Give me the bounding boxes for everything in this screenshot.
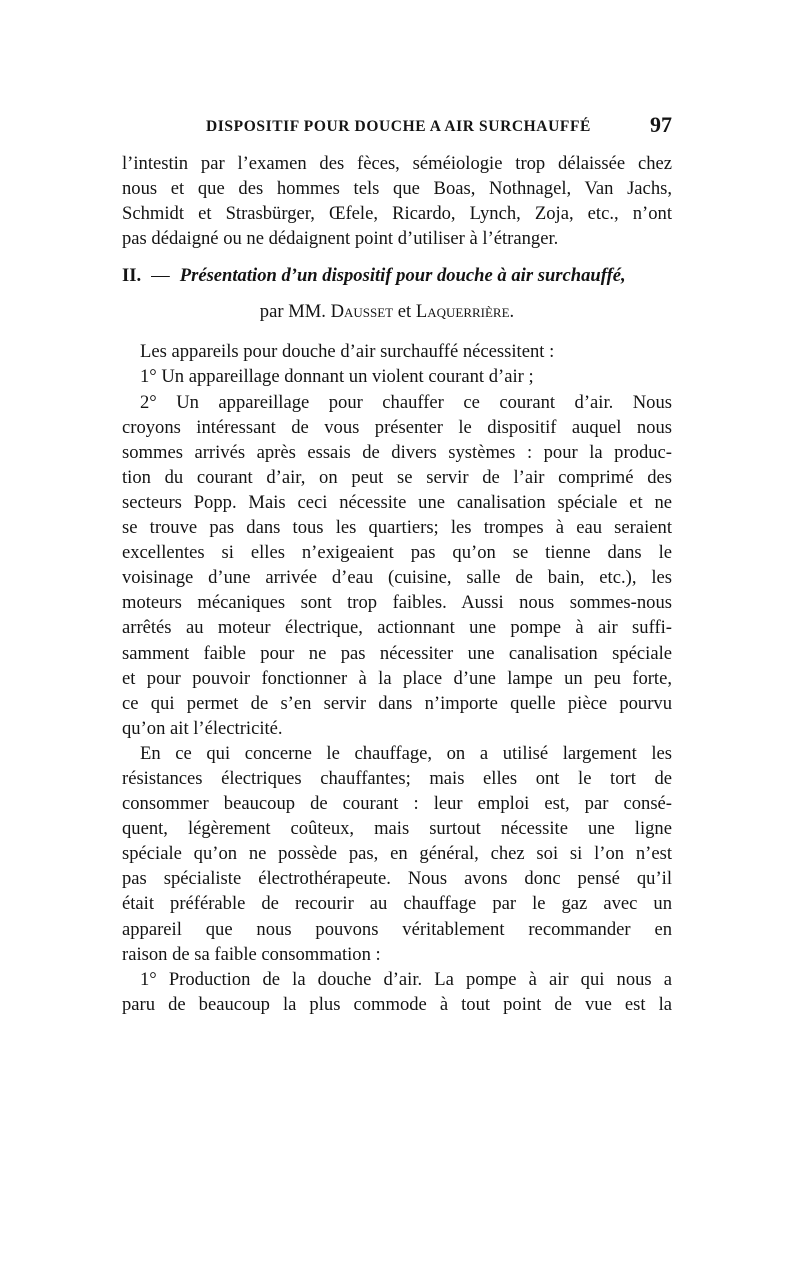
text-line: En ce qui concerne le chauffage, on a utilisé largement les [140, 742, 672, 764]
text-line: et pour pouvoir fonctionner à la place d’une lampe un peu forte, [122, 667, 672, 689]
section-title: Présentation d’un dispositif pour douche à air surchauffé, [179, 265, 626, 287]
text-line: quent, légèrement coûteux, mais surtout nécessite une ligne [122, 818, 672, 840]
running-head-title: DISPOSITIF POUR DOUCHE A AIR SURCHAUFFÉ [206, 118, 591, 135]
paragraph-appareils [122, 339, 672, 741]
text-line: croyons intéressant de vous présenter le dispositif auquel nous [122, 416, 672, 438]
text-line: secteurs Popp. Mais ceci nécessite une canalisation spéciale et ne [122, 491, 672, 513]
text-line: pas dédaigné ou ne dédaignent point d’utiliser à l’étranger. [122, 228, 559, 250]
text-line: était préférable de recourir au chauffage par le gaz avec un [122, 893, 672, 915]
text-line: 2° Un appareillage pour chauffer ce courant d’air. Nous [140, 391, 672, 413]
authors-by: par [259, 301, 284, 323]
paragraph-chauffage [122, 741, 672, 967]
authors-and: et [397, 301, 412, 323]
text-line: moteurs mécaniques sont trop faibles. Aussi nous sommes-nous [122, 592, 672, 614]
text-line: se trouve pas dans tous les quartiers; les trompes à eau seraient [122, 517, 672, 539]
authors-mm: MM. [288, 301, 326, 323]
text-line: qu’on ait l’électricité. [122, 717, 283, 739]
text-line: l’intestin par l’examen des fèces, séméiologie trop délaissée chez [122, 153, 672, 174]
text-line: excellentes si elles n’exigeaient pas qu’on se tienne dans le [122, 542, 672, 564]
text-line: appareil que nous pouvons véritablement recommander en [122, 918, 672, 940]
section-dash: — [151, 265, 170, 287]
intro-paragraph [122, 151, 672, 251]
page-number: 97 [650, 112, 672, 137]
paragraph-production [122, 967, 672, 1017]
text-line: spéciale qu’on ne possède pas, en général, chez soi si l’on n’est [122, 843, 672, 865]
text-line: arrêtés au moteur électrique, actionnant une pompe à air suffi- [122, 617, 672, 639]
text-line: consommer beaucoup de courant : leur emploi est, par consé- [122, 793, 672, 815]
text-line: samment faible pour ne pas nécessiter une canalisation spéciale [122, 642, 672, 664]
text-line: tion du courant d’air, on peut se servir de l’air comprimé des [122, 466, 672, 488]
text-line: sommes arrivés après essais de divers systèmes : pour la produc- [122, 441, 672, 463]
text-line: voisinage d’une arrivée d’eau (cuisine, salle de bain, etc.), les [122, 567, 672, 589]
author-dausset: Dausset [330, 301, 394, 323]
book-page [122, 108, 672, 1017]
text-line: ce qui permet de s’en servir dans n’importe quelle pièce pourvu [122, 692, 672, 714]
running-head [122, 108, 672, 138]
section-number: II. [122, 265, 142, 287]
text-line: raison de sa faible consommation : [122, 943, 381, 965]
text-line: 1° Un appareillage donnant un violent courant d’air ; [140, 366, 534, 388]
text-line: pas spécialiste électrothérapeute. Nous avons donc pensé qu’il [122, 868, 672, 890]
text-line: Schmidt et Strasbürger, Œfele, Ricardo, Lynch, Zoja, etc., n’ont [122, 203, 672, 225]
author-laquerriere: Laquerrière. [415, 301, 515, 323]
text-line: Les appareils pour douche d’air surchauffé nécessitent : [140, 341, 555, 363]
section-authors [122, 299, 672, 325]
text-line: nous et que des hommes tels que Boas, Nothnagel, Van Jachs, [122, 178, 672, 200]
section-heading [122, 263, 672, 289]
text-line: paru de beaucoup la plus commode à tout point de vue est la [122, 993, 672, 1015]
text-line: résistances électriques chauffantes; mais elles ont le tort de [122, 767, 672, 789]
text-line: 1° Production de la douche d’air. La pompe à air qui nous a [140, 968, 672, 990]
